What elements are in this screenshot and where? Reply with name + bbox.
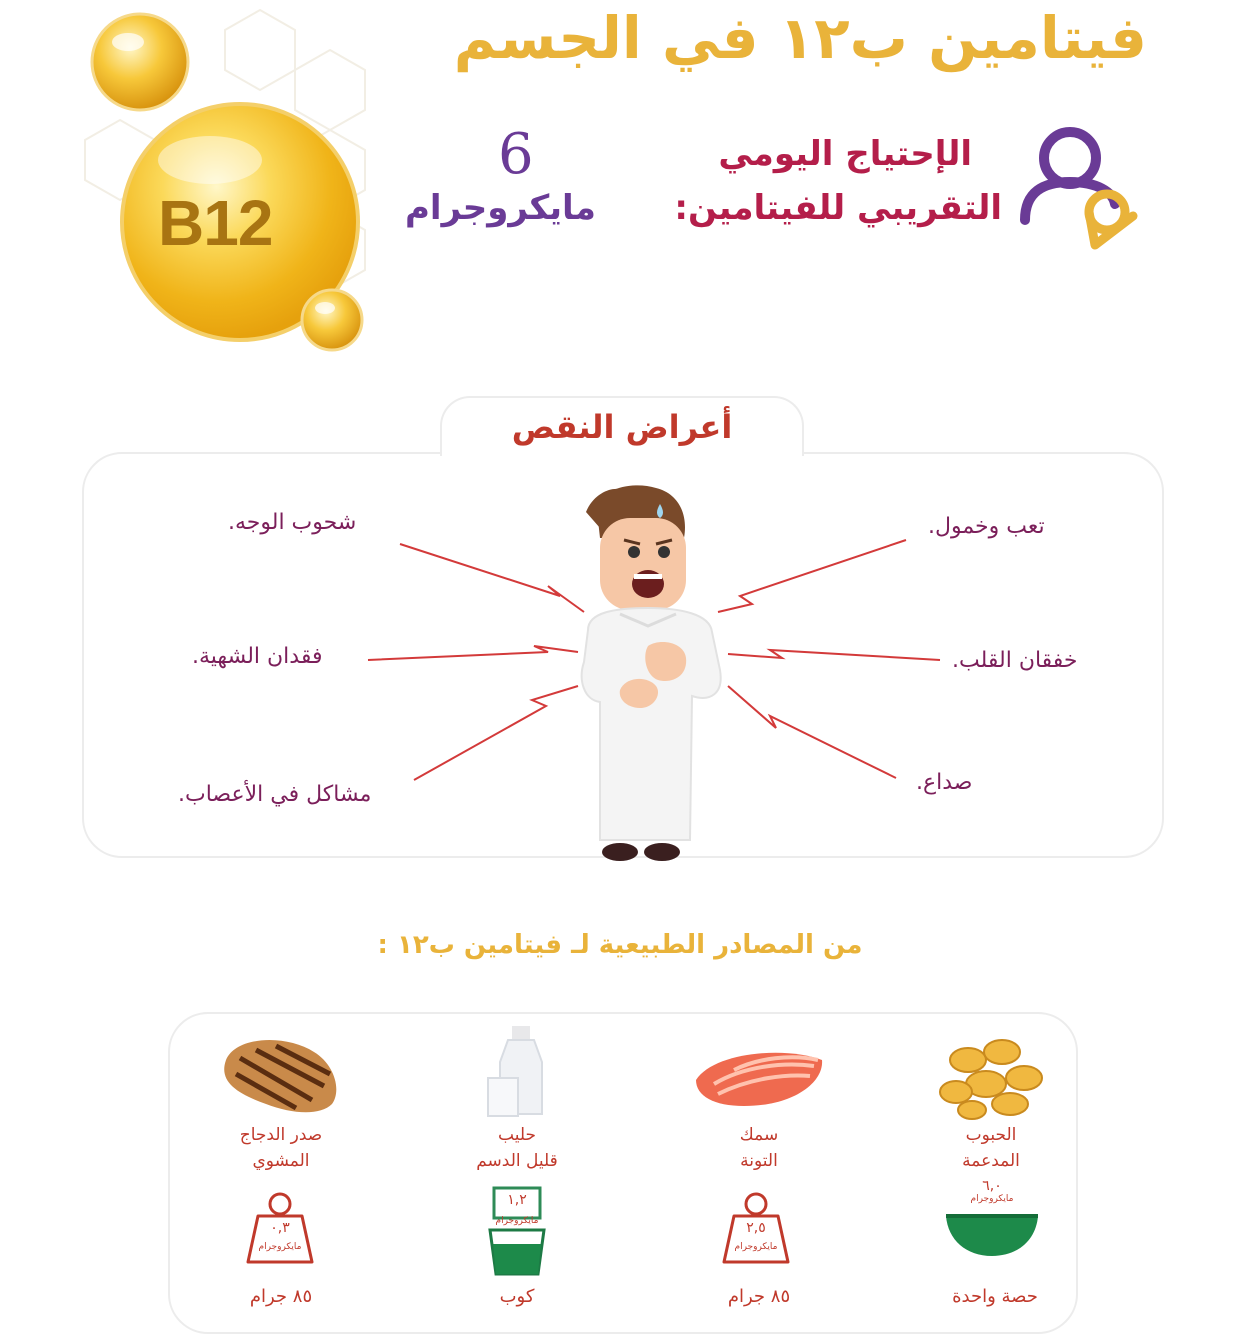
food-name-line2: التونة [740,1151,778,1171]
fortified-cereal-icon [906,1030,1076,1120]
tuna-fish-icon [674,1040,844,1120]
grilled-chicken-icon [196,1030,366,1120]
symptom-headache: صداع. [916,770,973,795]
milk-icon [432,1022,602,1120]
food-name-line1: صدر الدجاج [239,1125,323,1145]
sick-man-illustration [560,480,740,865]
food-name-line1: الحبوب [965,1125,1017,1145]
food-name-line1: حليب [498,1125,536,1145]
daily-requirement-label: الإحتياج اليومي [718,134,972,174]
food-cereal [906,1030,1076,1171]
symptoms-title: أعراض النقص [440,396,804,456]
b12-label: B12 [158,187,273,259]
serving-chicken: ٨٥ جرام [249,1286,313,1307]
daily-requirement-unit: مايكروجرام [405,188,596,228]
food-name-line2: المشوي [252,1151,310,1171]
daily-requirement-label-2: التقريبي للفيتامين: [674,188,1002,228]
bowl-badge-cereal [944,1178,1040,1260]
serving-tuna: ٨٥ جرام [727,1286,791,1307]
symptom-pale-face: شحوب الوجه. [228,510,357,535]
amount-value: ٢,٥ [746,1220,766,1236]
amount-unit: مايكروجرام [495,1216,539,1226]
sources-title: من المصادر الطبيعية لـ فيتامين ب١٢ : [377,930,863,960]
food-name-line2: قليل الدسم [476,1151,558,1171]
cup-badge-milk [480,1186,554,1276]
food-milk [432,1022,602,1171]
serving-milk: كوب [499,1286,535,1307]
amount-value: ١,٢ [507,1192,527,1208]
weight-badge-chicken [244,1190,316,1266]
symptom-nerve-problems: مشاكل في الأعصاب. [178,782,372,807]
weight-badge-tuna [720,1190,792,1266]
daily-requirement-value: 6 [498,122,534,187]
symptom-fatigue: تعب وخمول. [928,514,1045,539]
serving-cereal: حصة واحدة [952,1286,1038,1307]
symptom-palpitations: خفقان القلب. [952,648,1078,673]
page-title: فيتامين ب١٢ في الجسم [453,4,1147,72]
amount-unit: مايكروجرام [258,1242,302,1252]
food-name-line2: المدعمة [962,1151,1020,1171]
food-name-line1: سمك [739,1125,779,1145]
amount-value: ٦,٠ [982,1178,1002,1194]
amount-unit: مايكروجرام [734,1242,778,1252]
amount-unit: مايكروجرام [970,1194,1014,1204]
amount-value: ٠,٣ [270,1220,290,1236]
b12-vitamin-illustration [80,0,410,360]
symptom-appetite-loss: فقدان الشهية. [192,644,323,669]
food-chicken [196,1030,366,1171]
b12-capsule-icon [80,0,410,360]
bowl-icon [944,1210,1040,1260]
food-tuna [674,1040,844,1171]
person-icon [1015,120,1145,255]
